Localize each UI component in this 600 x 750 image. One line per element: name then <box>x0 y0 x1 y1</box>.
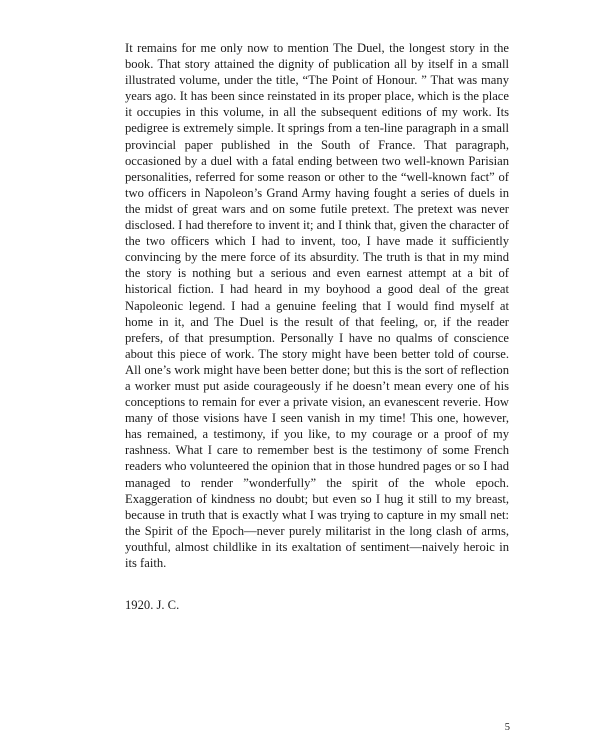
signature-line: 1920. J. C. <box>125 598 180 612</box>
body-paragraph: It remains for me only now to mention The Duel, the longest story in the book. That story attained the dignity of publication all by itself in a small illustrated volume, under the title, “The Point of Honour. ” That was many years ago. It has been since reinstated in its proper place, which is the place it occupies in this volume, in all the subsequent editions of my work. Its pedigree is extremely simple. It springs from a ten-line paragraph in a small provincial paper published in the South of France. That paragraph, occasioned by a duel with a fatal ending between two well-known Parisian personalities, referred for some reason or other to the “well-known fact” of two officers in Napoleon’s Grand Army having fought a series of duels in the midst of great wars and on some futile pretext. The pretext was never disclosed. I had therefore to invent it; and I think that, given the character of the two officers which I had to invent, too, I have made it sufficiently convincing by the mere force of its absurdity. The truth is that in my mind the story is nothing but a serious and even earnest attempt at a bit of historical fiction. I had heard in my boyhood a good deal of the great Napoleonic legend. I had a genuine feeling that I would find myself at home in it, and The Duel is the result of that feeling, or, if the reader prefers, of that presumption. Personally I have no qualms of conscience about this piece of work. The story might have been better told of course. All one’s work might have been better done; but this is the sort of reflection a worker must put aside courageously if he doesn’t mean every one of his conceptions to remain for ever a private vision, an evanescent reverie. How many of those visions have I seen vanish in my time! This one, however, has remained, a testimony, if you like, to my courage or a proof of my rashness. What I care to remember best is the testimony of some French readers who volunteered the opinion that in those hundred pages or so I had managed to render ”wonderfully” the spirit of the whole epoch. Exaggeration of kindness no doubt; but even so I hug it still to my breast, because in truth that is exactly what I was trying to capture in my small net: the Spirit of the Epoch—never purely militarist in the long clash of arms, youthful, almost childlike in its exaltation of sentiment—naively heroic in its faith. <box>125 41 509 570</box>
page-number: 5 <box>504 722 510 733</box>
